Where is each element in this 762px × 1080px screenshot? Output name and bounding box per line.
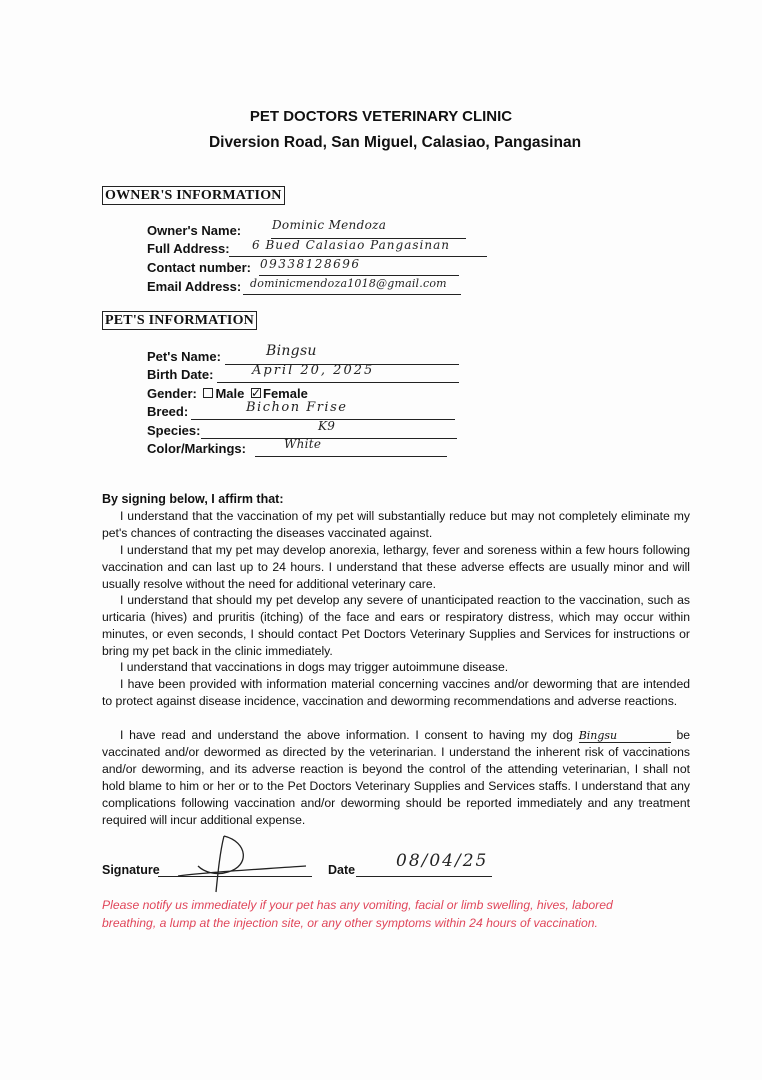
color-label: Color/Markings: <box>147 441 246 456</box>
affirm-paragraph-3: I understand that should my pet develop any severe of unanticipated reaction to the vaccination, such as urticaria (hives) and pruritis (itching) of the face and ears or respiratory distress, which may occur within minutes, or even seconds, I should contact Pet Doctors Veterinary Supplies and Services for instructions or bring my pet back in the clinic immediately. <box>102 593 690 658</box>
email-row <box>147 278 241 296</box>
email-value: dominicmendoza1018@gmail.com <box>250 277 447 290</box>
date-line[interactable] <box>356 876 492 877</box>
clinic-address: Diversion Road, San Miguel, Calasiao, Pangasinan <box>208 134 582 151</box>
birth-date-label: Birth Date: <box>147 367 214 382</box>
female-checkmark-icon: ✓ <box>251 386 262 400</box>
address-label: Full Address: <box>147 241 230 256</box>
male-checkbox[interactable] <box>203 388 213 398</box>
gender-label: Gender: <box>147 386 197 401</box>
consent-dog-name: Bingsu <box>579 730 671 743</box>
breed-label: Breed: <box>147 404 189 419</box>
owner-name-label: Owner's Name: <box>147 223 242 238</box>
post-vaccination-notice: Please notify us immediately if your pet has any vomiting, facial or limb swelling, hives, labored breathing, a lump at the injection site, or any other symptoms within 24 hours of vaccination. <box>102 898 613 930</box>
birth-date-value: April 20, 2025 <box>252 363 375 378</box>
pet-name-value: Bingsu <box>266 343 317 359</box>
male-label: Male <box>215 386 245 401</box>
color-value: White <box>284 437 322 451</box>
species-value: K9 <box>318 419 336 433</box>
owner-section-title: OWNER'S INFORMATION <box>102 186 285 205</box>
signature-scribble <box>158 832 308 898</box>
clinic-name: PET DOCTORS VETERINARY CLINIC <box>249 108 513 125</box>
birth-date-row <box>147 366 213 384</box>
owner-name-row <box>147 222 241 240</box>
pet-section-title: PET'S INFORMATION <box>102 311 257 330</box>
affirmation-title: By signing below, I affirm that: <box>102 492 284 506</box>
owner-name-value: Dominic Mendoza <box>272 218 387 232</box>
affirm-paragraph-4: I understand that vaccinations in dogs may trigger autoimmune disease. <box>120 660 509 674</box>
breed-row <box>147 403 188 421</box>
contact-label: Contact number: <box>147 260 251 275</box>
pet-name-row <box>147 348 221 366</box>
email-label: Email Address: <box>147 279 242 294</box>
address-row <box>147 240 230 258</box>
species-label: Species: <box>147 423 201 438</box>
contact-row <box>147 259 251 277</box>
affirm-paragraph-6: I have read and understand the above information. I consent to having my dog Bingsu be vaccinated and/or dewormed as directed by the veterinarian. I understand the inherent risk of vaccinations and/or deworming, and its adverse reaction is beyond the control of the attending veterinarian, I shall not hold blame to him or her or to the Pet Doctors Veterinary Supplies and Services staffs. I understand that any complications following vaccination and/or deworming should be reported immediately and any treatment required will incur additional expense. <box>102 728 691 827</box>
date-value: 08/04/25 <box>396 851 489 871</box>
contact-value: 09338128696 <box>260 257 361 271</box>
species-row <box>147 422 200 440</box>
address-value: 6 Bued Calasiao Pangasinan <box>252 238 450 252</box>
female-checkbox[interactable] <box>251 388 261 398</box>
breed-value: Bichon Frise <box>246 400 348 415</box>
affirm-paragraph-1: I understand that the vaccination of my pet will substantially reduce but may not completely eliminate my pet's chances of contracting the diseases vaccinated against. <box>102 509 690 540</box>
signature-label: Signature <box>102 863 160 877</box>
female-label: Female <box>263 386 308 401</box>
pet-name-label: Pet's Name: <box>147 349 221 364</box>
affirm-paragraph-2: I understand that my pet may develop anorexia, lethargy, fever and soreness within a few hours following vaccination and can last up to 24 hours. I understand that these adverse effects are usually minor and will usually resolve without the need for additional veterinary care. <box>102 543 690 591</box>
affirm-paragraph-5: I have been provided with information material concerning vaccines and/or deworming that are intended to protect against disease incidence, vaccination and deworming recommendations and adverse reactions. <box>102 677 690 708</box>
color-row <box>147 440 246 458</box>
date-label: Date <box>328 863 356 877</box>
